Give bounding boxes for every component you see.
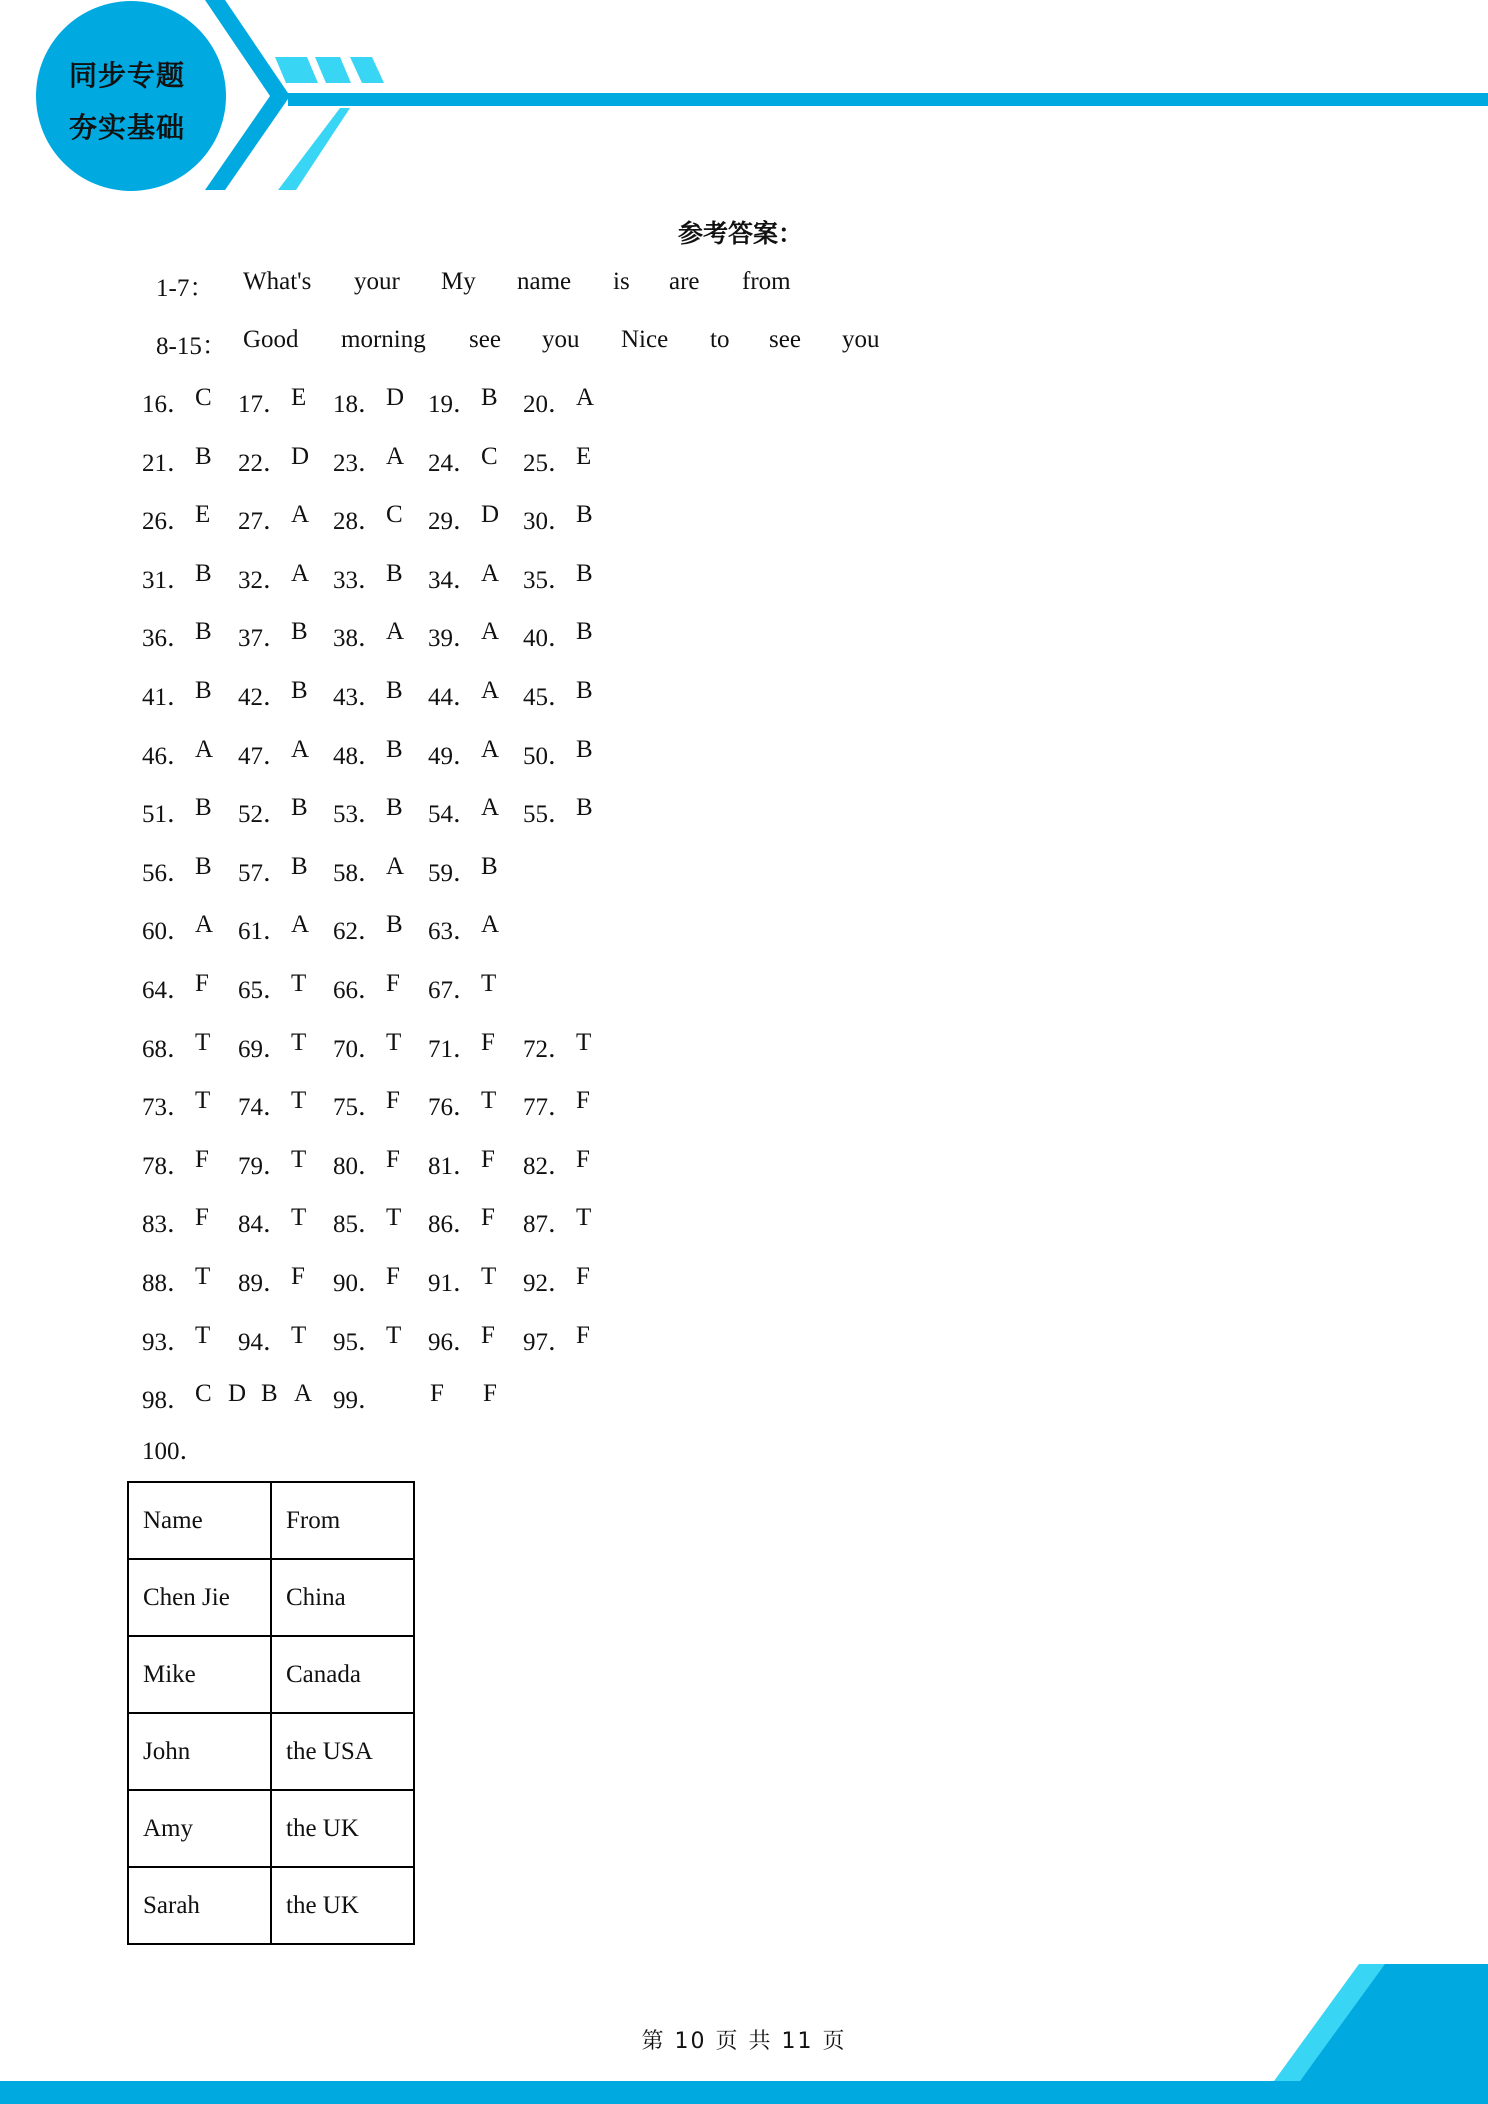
question-99-label: 99． xyxy=(333,1387,384,1414)
fill-blank-word: from xyxy=(742,268,791,295)
answer-number: 35． xyxy=(523,566,574,594)
table-row xyxy=(128,1636,414,1713)
answer-letter: D xyxy=(291,442,310,470)
answer-number: 61． xyxy=(238,918,289,946)
answer-number: 90． xyxy=(333,1270,384,1297)
answer-letter: F xyxy=(481,1028,495,1056)
answer-letter: T xyxy=(386,1321,402,1349)
answer-number: 50． xyxy=(523,742,574,770)
answer-letter: B xyxy=(195,559,212,587)
page-number: 第 10 页 共 11 页 xyxy=(641,2029,847,2054)
answer-letter: B xyxy=(576,794,593,822)
answer-number: 47． xyxy=(238,742,289,770)
answer-number: 92． xyxy=(523,1270,574,1297)
answer-number: 40． xyxy=(523,625,574,653)
answer-letter: B xyxy=(291,677,308,704)
table-header-row xyxy=(128,1482,414,1559)
answer-number: 41． xyxy=(142,684,193,711)
from-cell: the USA xyxy=(271,1713,414,1790)
fill-blank-word: your xyxy=(354,268,400,295)
question-100-label: 100． xyxy=(142,1438,205,1465)
answer-number: 22． xyxy=(238,449,289,477)
fill-blank-label: 1-7： xyxy=(156,275,215,302)
fill-blank-label: 8-15： xyxy=(156,333,227,360)
fill-blank-word: My xyxy=(441,268,476,295)
answer-letter: B xyxy=(576,559,593,587)
answer-number: 83． xyxy=(142,1211,193,1239)
answer-letter: B xyxy=(195,677,212,704)
answer-letter: A xyxy=(386,852,405,880)
answer-number: 34． xyxy=(428,566,479,594)
answer-letter: F xyxy=(195,970,209,997)
answer-letter: C xyxy=(386,501,403,529)
answer-number: 37． xyxy=(238,625,289,653)
answer-number: 23． xyxy=(333,449,384,477)
answer-letter: F xyxy=(481,1145,495,1173)
answer-letter: A xyxy=(481,677,500,704)
answer-letter: T xyxy=(195,1321,211,1349)
answer-number: 58． xyxy=(333,859,384,887)
answer-number: 65． xyxy=(238,977,289,1004)
table-row xyxy=(128,1713,414,1790)
answer-letter: E xyxy=(195,501,211,529)
answer-letter: B xyxy=(291,852,308,880)
answer-number: 44． xyxy=(428,684,479,711)
answer-letter: T xyxy=(576,1204,592,1232)
answer-number: 70． xyxy=(333,1035,384,1063)
answer-letter: F xyxy=(386,970,400,997)
answer-number: 81． xyxy=(428,1152,479,1180)
answer-number: 74． xyxy=(238,1094,289,1122)
answer-number: 27． xyxy=(238,508,289,536)
answer-letter: B xyxy=(481,384,498,411)
answer-number: 94． xyxy=(238,1328,289,1356)
answer-number: 85． xyxy=(333,1211,384,1239)
answer-letter: A xyxy=(386,442,405,470)
answer-number: 28． xyxy=(333,508,384,536)
answer-letter: B xyxy=(386,794,403,822)
answer-number: 63． xyxy=(428,918,479,946)
badge-title-line2: 夯实基础 xyxy=(68,111,185,144)
answer-number: 38． xyxy=(333,625,384,653)
from-cell: From xyxy=(271,1482,414,1559)
answer-letter: B xyxy=(195,852,212,880)
answer-letter: T xyxy=(291,1321,307,1349)
answer-number: 69． xyxy=(238,1035,289,1063)
answer-number: 52． xyxy=(238,801,289,829)
fill-blank-word: Nice xyxy=(621,326,669,353)
fill-blank-word: morning xyxy=(341,326,426,353)
answer-letter: T xyxy=(195,1087,211,1115)
answer-number: 76． xyxy=(428,1094,479,1122)
answer-letter: A xyxy=(291,911,310,939)
question-99-answer: F xyxy=(483,1380,497,1407)
answer-letter: T xyxy=(481,1263,497,1290)
name-cell: Mike xyxy=(128,1636,271,1713)
from-cell: Canada xyxy=(271,1636,414,1713)
name-cell: Sarah xyxy=(128,1867,271,1944)
answer-number: 66． xyxy=(333,977,384,1004)
answer-letter: T xyxy=(386,1028,402,1056)
answer-number: 43． xyxy=(333,684,384,711)
answer-letter: F xyxy=(195,1204,209,1232)
answer-number: 42． xyxy=(238,684,289,711)
answer-letter: E xyxy=(291,384,307,411)
answer-number: 31． xyxy=(142,566,193,594)
answer-number: 29． xyxy=(428,508,479,536)
answer-number: 17． xyxy=(238,391,289,418)
fill-blank-word: you xyxy=(842,326,880,353)
answer-letter: T xyxy=(291,1145,307,1173)
answer-number: 16． xyxy=(142,391,193,418)
name-cell: Name xyxy=(128,1482,271,1559)
answer-letter: B xyxy=(576,501,593,529)
answer-letter: B xyxy=(195,442,212,470)
answer-number: 30． xyxy=(523,508,574,536)
answer-letter: F xyxy=(481,1321,495,1349)
answer-letter: B xyxy=(576,735,593,763)
answer-number: 45． xyxy=(523,684,574,711)
answer-number: 53． xyxy=(333,801,384,829)
answer-letter: B xyxy=(386,677,403,704)
answer-number: 71． xyxy=(428,1035,479,1063)
answer-letter: T xyxy=(291,1028,307,1056)
fill-blank-word: to xyxy=(710,326,730,353)
answer-letter: A xyxy=(195,735,214,763)
answer-letter: T xyxy=(576,1028,592,1056)
answer-number: 46． xyxy=(142,742,193,770)
table-row xyxy=(128,1867,414,1944)
answer-letter: F xyxy=(576,1321,590,1349)
answer-number: 78． xyxy=(142,1152,193,1180)
answer-number: 73． xyxy=(142,1094,193,1122)
answer-letter: T xyxy=(481,970,497,997)
answer-number: 57． xyxy=(238,859,289,887)
answer-number: 18． xyxy=(333,391,384,418)
answer-number: 72． xyxy=(523,1035,574,1063)
answer-letter: A xyxy=(481,559,500,587)
answer-letter: D xyxy=(386,384,405,411)
answer-number: 96． xyxy=(428,1328,479,1356)
answer-letter: A xyxy=(195,911,214,939)
answer-letter: B xyxy=(481,852,498,880)
answer-number: 59． xyxy=(428,859,479,887)
answer-letter: A xyxy=(386,618,405,646)
answer-letter: F xyxy=(576,1263,590,1290)
answer-number: 86． xyxy=(428,1211,479,1239)
page-title: 参考答案： xyxy=(678,219,804,248)
answer-number: 93． xyxy=(142,1328,193,1356)
answer-letter: F xyxy=(386,1263,400,1290)
answer-number: 62． xyxy=(333,918,384,946)
answer-letter: B xyxy=(386,911,403,939)
answer-letter: B xyxy=(386,559,403,587)
name-cell: Amy xyxy=(128,1790,271,1867)
answer-number: 54． xyxy=(428,801,479,829)
answer-number: 84． xyxy=(238,1211,289,1239)
answer-number: 82． xyxy=(523,1152,574,1180)
answer-number: 67． xyxy=(428,977,479,1004)
question-98-answer: B xyxy=(261,1380,278,1407)
answer-letter: A xyxy=(481,618,500,646)
answer-letter: A xyxy=(291,501,310,529)
question-99-answer: F xyxy=(430,1380,444,1407)
fill-blank-word: see xyxy=(469,326,501,353)
answer-number: 87． xyxy=(523,1211,574,1239)
from-cell: the UK xyxy=(271,1790,414,1867)
answer-number: 88． xyxy=(142,1270,193,1297)
header-banner xyxy=(0,0,1488,200)
answer-letter: D xyxy=(481,501,500,529)
fill-blank-word: see xyxy=(769,326,801,353)
answer-letter: A xyxy=(481,794,500,822)
answer-number: 60． xyxy=(142,918,193,946)
answer-number: 64． xyxy=(142,977,193,1004)
answer-number: 75． xyxy=(333,1094,384,1122)
answer-number: 26． xyxy=(142,508,193,536)
answer-number: 20． xyxy=(523,391,574,418)
answer-number: 49． xyxy=(428,742,479,770)
answer-number: 24． xyxy=(428,449,479,477)
answer-letter: B xyxy=(195,794,212,822)
answer-letter: T xyxy=(481,1087,497,1115)
from-cell: the UK xyxy=(271,1867,414,1944)
question-98-answer: A xyxy=(294,1380,313,1407)
answer-letter: A xyxy=(481,911,500,939)
question-98-answer: C xyxy=(195,1380,212,1407)
answer-letter: F xyxy=(576,1087,590,1115)
answer-letter: E xyxy=(576,442,592,470)
answer-letter: F xyxy=(195,1145,209,1173)
table-row xyxy=(128,1790,414,1867)
fill-blank-word: are xyxy=(669,268,700,295)
answer-letter: B xyxy=(195,618,212,646)
answer-letter: T xyxy=(291,1087,307,1115)
answer-letter: A xyxy=(291,559,310,587)
answer-number: 55． xyxy=(523,801,574,829)
answer-letter: F xyxy=(291,1263,305,1290)
answer-number: 19． xyxy=(428,391,479,418)
table-row xyxy=(128,1559,414,1636)
answer-number: 39． xyxy=(428,625,479,653)
answer-number: 68． xyxy=(142,1035,193,1063)
answer-letter: C xyxy=(195,384,212,411)
name-country-table xyxy=(127,1481,415,1945)
answer-number: 36． xyxy=(142,625,193,653)
fill-blank-word: Good xyxy=(243,326,299,353)
fill-blank-word: is xyxy=(613,268,630,295)
answer-letter: F xyxy=(386,1087,400,1115)
answer-letter: A xyxy=(291,735,310,763)
fill-blank-word: name xyxy=(517,268,572,295)
answer-letter: B xyxy=(386,735,403,763)
answer-letter: F xyxy=(481,1204,495,1232)
answer-number: 80． xyxy=(333,1152,384,1180)
question-98-answer: D xyxy=(228,1380,247,1407)
answer-letter: F xyxy=(576,1145,590,1173)
answer-letter: F xyxy=(386,1145,400,1173)
answer-number: 77． xyxy=(523,1094,574,1122)
answer-letter: T xyxy=(195,1028,211,1056)
answer-number: 32． xyxy=(238,566,289,594)
answer-number: 91． xyxy=(428,1270,479,1297)
fill-blank-word: What's xyxy=(243,268,312,295)
answer-letter: T xyxy=(386,1204,402,1232)
answer-number: 51． xyxy=(142,801,193,829)
answer-number: 33． xyxy=(333,566,384,594)
answer-number: 95． xyxy=(333,1328,384,1356)
answer-number: 48． xyxy=(333,742,384,770)
badge-title-line1: 同步专题 xyxy=(68,59,185,92)
answer-number: 21． xyxy=(142,449,193,477)
answer-letter: A xyxy=(481,735,500,763)
question-98-label: 98． xyxy=(142,1387,193,1414)
answer-letter: B xyxy=(291,618,308,646)
answer-letter: B xyxy=(576,677,593,704)
answer-number: 56． xyxy=(142,859,193,887)
answer-letter: C xyxy=(481,442,498,470)
answer-letter: T xyxy=(195,1263,211,1290)
name-cell: John xyxy=(128,1713,271,1790)
name-cell: Chen Jie xyxy=(128,1559,271,1636)
answer-letter: A xyxy=(576,384,595,411)
answer-number: 89． xyxy=(238,1270,289,1297)
answer-number: 25． xyxy=(523,449,574,477)
answer-letter: T xyxy=(291,970,307,997)
answer-letter: T xyxy=(291,1204,307,1232)
fill-blank-word: you xyxy=(542,326,580,353)
answer-letter: B xyxy=(576,618,593,646)
answer-letter: B xyxy=(291,794,308,822)
from-cell: China xyxy=(271,1559,414,1636)
answer-number: 97． xyxy=(523,1328,574,1356)
answer-number: 79． xyxy=(238,1152,289,1180)
